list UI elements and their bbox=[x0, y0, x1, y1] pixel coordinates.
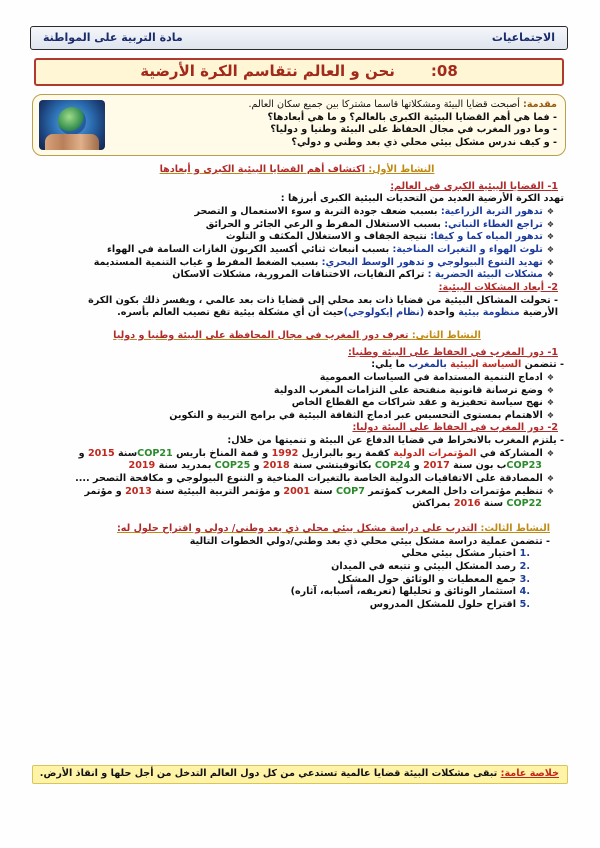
list-item-continued: COP23ب بون سنة 2017 و COP24 بكاتوفيتشي سنة 2018 و COP25 بمدريد سنة 2019 bbox=[128, 460, 542, 472]
list-item: .3جمع المعطيات و الوثائق حول المشكل bbox=[337, 573, 530, 585]
list-item: .5اقتراح حلول للمشكل المدروس bbox=[369, 599, 530, 610]
intro-text bbox=[111, 99, 559, 151]
intro-question: - فما هي أهم القضايا البيئية الكبرى بالعالم؟ و ما هي أبعادها؟ bbox=[267, 111, 557, 123]
list-item: ❖ تدهور المياه كما و كيفا: نتيجة الجفاف و الاستغلال المكثف و التلوث bbox=[30, 231, 554, 244]
list-item: ❖ تدهور التربة الزراعية: بسبب ضعف جودة التربة و سوء الاستعمال و التصحر bbox=[30, 206, 554, 219]
list-item: .1اختيار مشكل بيئي محلي bbox=[401, 548, 530, 560]
subject-label: الاجتماعيات bbox=[491, 30, 555, 44]
activity1-title: اكتشاف أهم القضايا البيئية الكبرى و أبعادها bbox=[159, 164, 366, 175]
national-list bbox=[30, 372, 564, 423]
activity2-sub1: 1- دور المغرب في الحفاظ على البيئة وطنيا: bbox=[348, 346, 558, 358]
activity2-lead2: - يلتزم المغرب بالانخراط في قضايا الدفاع عن البيئة و تنميتها من خلال: bbox=[227, 435, 564, 447]
activity1-sub1-lead: تهدد الكرة الأرضية العديد من التحديات البيئية الكبرى أبرزها : bbox=[280, 193, 564, 205]
activity3-heading bbox=[30, 523, 564, 536]
intro-box bbox=[32, 94, 566, 156]
activity1-sub1: 1- القضايا البيئية الكبرى في العالم: bbox=[390, 180, 558, 192]
list-item: ❖ تنظيم مؤتمرات داخل المغرب كمؤتمر COP7 سنة 2001 و مؤتمر التربية البيئية سنة 2013 و مؤتمر bbox=[30, 486, 554, 499]
globe-icon bbox=[58, 107, 86, 135]
list-item: .2رصد المشكل البيئي و تتبعه في الميدان bbox=[331, 561, 530, 573]
activity2-title: تعرف دور المغرب في مجال المحافظة على البيئة وطنيا و دوليا bbox=[113, 329, 409, 341]
list-item: ❖ تهديد التنوع البيولوجي و تدهور الوسط البحري: بسبب الضغط المفرط و غياب التنمية المستديمة bbox=[30, 257, 554, 270]
list-item: ❖ تلوث الهواء و التغيرات المناخية: بسبب انبعاث ثنائي أكسيد الكربون الغازات السامة في الهواء bbox=[30, 244, 554, 257]
intro-question: - وما دور المغرب في مجال الحفاظ على البيئة وطنيا و دوليا؟ bbox=[270, 124, 557, 136]
international-list bbox=[30, 448, 564, 511]
intro-label: مقدمة: bbox=[523, 99, 557, 110]
hands-icon bbox=[45, 134, 99, 150]
intro-sentence: أصبحت قضايا البيئة ومشكلاتها قاسما مشتركا بين جميع سكان العالم. bbox=[248, 99, 520, 110]
activity1-label: النشاط الأول: bbox=[368, 164, 435, 175]
header-bar bbox=[30, 26, 568, 50]
lesson-title: نحن و العالم نتقاسم الكرة الأرضية bbox=[140, 62, 395, 81]
activity3-title: التدرب على دراسة مشكل بيئي محلي ذي بعد وطني/ دولي و اقتراح حلول له: bbox=[116, 523, 478, 535]
list-item: ❖ وضع ترسانة قانونية منفتحة على التزامات المغرب الدولية bbox=[30, 385, 554, 398]
course-label: مادة التربية على المواطنة bbox=[43, 30, 183, 44]
activity3-lead: - تتضمن عملية دراسة مشكل بيئي محلي ذي بعد وطني/دولي الخطوات التالية bbox=[189, 535, 550, 547]
summary-label: خلاصة عامة: bbox=[500, 768, 559, 779]
earth-in-hands-image bbox=[39, 100, 105, 150]
lesson-title-bar bbox=[34, 58, 564, 86]
activity2-sub2: 2- دور المغرب في الحفاظ على البيئة دوليا: bbox=[352, 422, 558, 434]
list-item: ❖ تراجع الغطاء النباتي: بسبب الاستغلال المفرط و الرعي الجائر و الحرائق bbox=[30, 219, 554, 232]
summary-box bbox=[32, 765, 568, 784]
activity3-label: النشاط الثالث: bbox=[480, 523, 550, 535]
activity2-heading bbox=[30, 330, 564, 343]
activity1-heading bbox=[30, 164, 564, 177]
list-item: ❖ ادماج التنمية المستدامة في السياسات العمومية bbox=[30, 372, 554, 385]
intro-question: - و كيف ندرس مشكل بيئي محلي ذي بعد وطني و دولي؟ bbox=[291, 136, 557, 148]
list-item: .4استثمار الوثائق و تحليلها (تعريفه، أسبابه، آثاره) bbox=[290, 586, 530, 598]
list-item-continued: COP22 سنة 2016 بمراكش bbox=[412, 498, 542, 510]
list-item: ❖ نهج سياسة تحفيزية و عقد شراكات مع القطاع الخاص bbox=[30, 397, 554, 410]
steps-list bbox=[30, 548, 564, 611]
dimensions-line-2: الأرضية منظومة بيئية واحدة (نظام إيكولوجي)حيث أن أي مشكلة بيئية تقع تصيب العالم بأسره. bbox=[117, 307, 558, 319]
activity2-lead1: - تتضمن السياسة البيئية بالمغرب ما يلي: bbox=[371, 359, 564, 371]
dimensions-line-1: - تحولت المشاكل البيئية من قضايا ذات بعد محلي إلى قضايا ذات بعد عالمي ، ويفسر ذلك بكون الكرة bbox=[88, 294, 558, 306]
activity1-sub2: 2- أبعاد المشكلات البيئية: bbox=[438, 281, 558, 293]
activity2-label: النشاط الثاني: bbox=[411, 329, 481, 341]
lesson-content bbox=[30, 164, 568, 612]
list-item: ❖ المشاركة في المؤتمرات الدولية كقمة ريو بالبرازيل 1992 و قمة المناخ باريس COP21سنة 2015 و bbox=[30, 448, 554, 461]
summary-text: تبقى مشكلات البيئة قضايا عالمية تستدعي من كل دول العالم التدخل من أجل حلها و انقاذ الأرض. bbox=[39, 768, 501, 779]
issues-list bbox=[30, 206, 564, 282]
list-item: ❖ الاهتمام بمستوى التحسيس عبر ادماج الثقافة البيئية في برامج التربية و التكوين bbox=[30, 410, 554, 423]
lesson-number: 08: bbox=[430, 62, 458, 81]
list-item: ❖ المصادقة على الاتفاقيات الدولية الخاصة بالتغيرات المناخية و التنوع البيولوجي و مكافحة التصحر .... bbox=[30, 473, 554, 486]
list-item: ❖ مشكلات البيئة الحضرية : تراكم النفايات، الاختناقات المرورية، مشكلات الاسكان bbox=[30, 269, 554, 282]
